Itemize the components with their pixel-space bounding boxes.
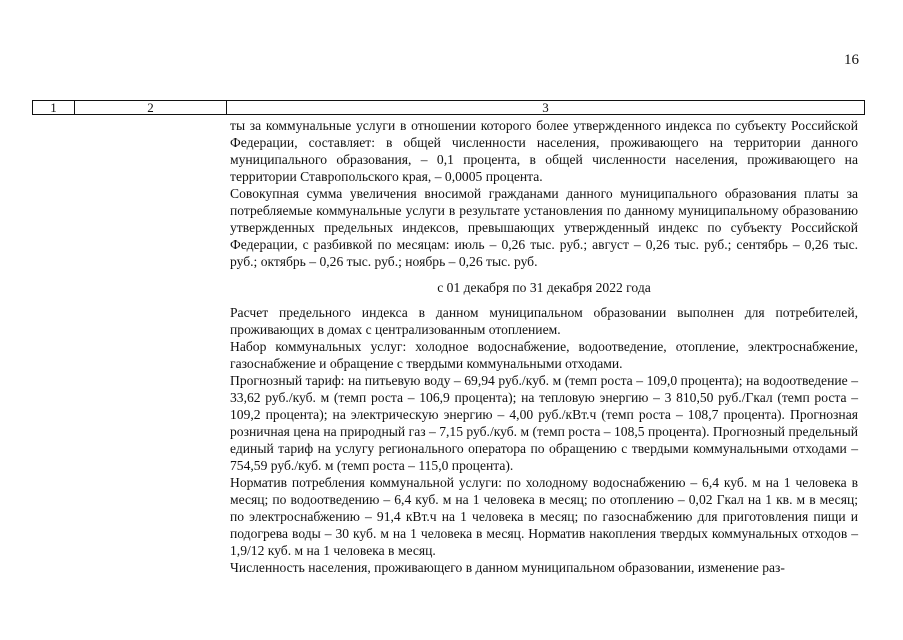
- paragraph-continuation: ты за коммунальные услуги в отношении которого более утвержденного индекса по субъекту Российской Федерации, составляет: в общей численности населения, проживающего на территории данного муниципального образования, – 0,1 процента, в общей численности населения, проживающего на территории Ставропольского края, – 0,0005 процента.: [230, 118, 858, 184]
- column-header-1: 1: [33, 101, 75, 114]
- column-header-3: 3: [542, 100, 549, 115]
- paragraph-consumption-norm: Норматив потребления коммунальной услуги: по холодному водоснабжению – 6,4 куб. м на 1 человека в месяц; по водоотведению – 6,4 куб. м на 1 человека в месяц; по отоплению – 0,02 Гкал на 1 кв. м в месяц; по электроснабжению – 91,4 кВт.ч на 1 человека в месяц; по газоснабжению для приготовления пищи и подогрева воды – 30 куб. м на 1 человека в месяц. Норматив накопления твердых коммунальных отходов – 1,9/12 куб. м на 1 человека в месяц.: [230, 475, 858, 558]
- paragraph-forecast-tariff: Прогнозный тариф: на питьевую воду – 69,94 руб./куб. м (темп роста – 109,0 процента); на водоотведение – 33,62 руб./куб. м (темп роста – 106,9 процента); на тепловую энергию – 3 810,50 руб./Гкал (темп роста – 109,2 процента); на электрическую энергию – 4,00 руб./кВт.ч (темп роста – 108,7 процента). Прогнозная розничная цена на природный газ – 7,15 руб./куб. м (темп роста – 108,5 процента). Прогнозный предельный единый тариф на услугу регионального оператора по обращению с твердыми коммунальными отходами – 754,59 руб./куб. м (темп роста – 115,0 процента).: [230, 373, 858, 473]
- paragraph-total-increase: Совокупная сумма увеличения вносимой гражданами данного муниципального образования платы за потребляемые коммунальные услуги в результате установления по данному муниципальному образованию утвержденных предельных индексов, превышающих утвержденный индекс по субъекту Российской Федерации, с разбивкой по месяцам: июль – 0,26 тыс. руб.; август – 0,26 тыс. руб.; сентябрь – 0,26 тыс. руб.; октябрь – 0,26 тыс. руб.; ноябрь – 0,26 тыс. руб.: [230, 186, 858, 269]
- column-header-2: 2: [75, 101, 227, 114]
- paragraph-calculation: Расчет предельного индекса в данном муниципальном образовании выполнен для потребителей, проживающих в домах с централизованным отоплением.: [230, 305, 858, 337]
- paragraph-population: Численность населения, проживающего в данном муниципальном образовании, изменение раз-: [230, 560, 785, 575]
- column-header-table: [32, 100, 865, 115]
- document-body: [230, 117, 858, 576]
- page-number: 16: [844, 52, 859, 68]
- period-heading: с 01 декабря по 31 декабря 2022 года: [437, 280, 651, 295]
- paragraph-services-set: Набор коммунальных услуг: холодное водоснабжение, водоотведение, отопление, электроснабжение, газоснабжение и обращение с твердыми коммунальными отходами.: [230, 339, 858, 371]
